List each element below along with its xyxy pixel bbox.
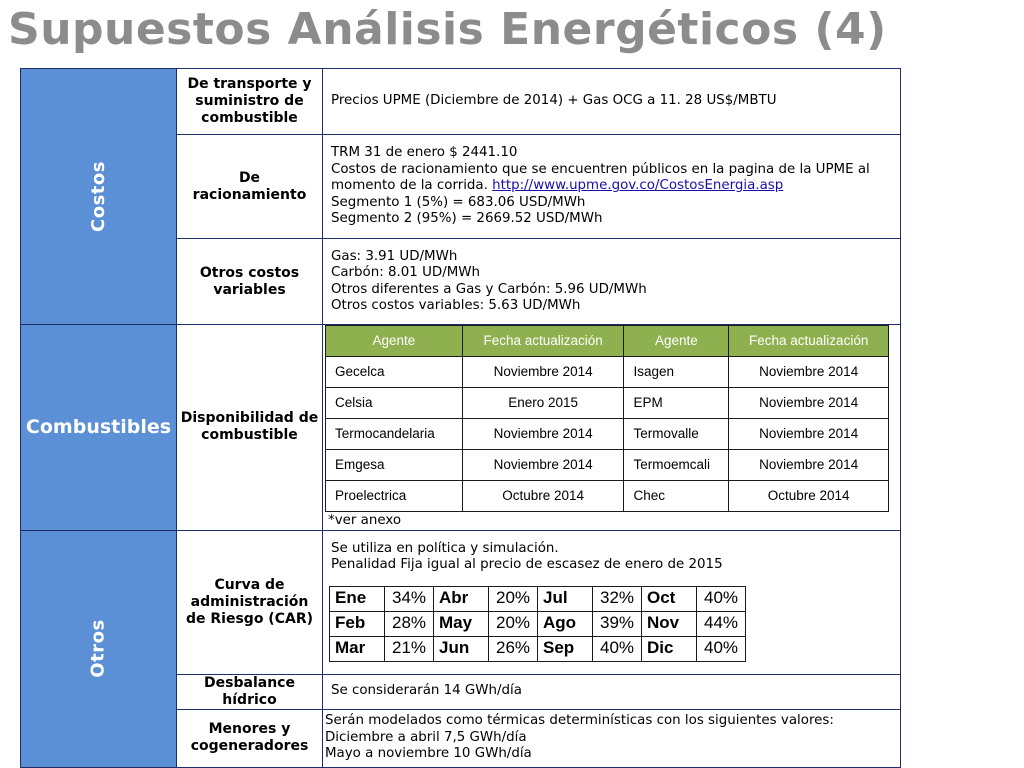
category-costos-label: Costos bbox=[87, 161, 109, 232]
row-desbalance-text: Se considerarán 14 GWh/día bbox=[323, 674, 901, 709]
header-fecha-1: Fecha actualización bbox=[462, 326, 624, 357]
agent-date: Noviembre 2014 bbox=[462, 450, 624, 481]
agent-name: Isagen bbox=[624, 357, 729, 388]
table-row bbox=[326, 357, 889, 388]
agent-date: Enero 2015 bbox=[462, 388, 624, 419]
agent-date: Noviembre 2014 bbox=[729, 388, 889, 419]
row-desbalance-label: Desbalance hídrico bbox=[177, 674, 323, 709]
month-label: Sep bbox=[538, 636, 593, 661]
table-row bbox=[326, 481, 889, 512]
row-racionamiento-label: De racionamiento bbox=[177, 135, 323, 239]
car-usage-line: Se utiliza en política y simulación. bbox=[331, 540, 559, 556]
month-label: Feb bbox=[330, 611, 385, 636]
month-label: Ene bbox=[330, 586, 385, 611]
month-value: 40% bbox=[593, 636, 642, 661]
agent-date: Octubre 2014 bbox=[462, 481, 624, 512]
row-racionamiento-text bbox=[323, 135, 901, 239]
menores-line-1: Serán modelados como térmicas determinísticas con los siguientes valores: bbox=[325, 713, 834, 729]
header-agente-1: Agente bbox=[326, 326, 463, 357]
month-label: Mar bbox=[330, 636, 385, 661]
segmento-2: Segmento 2 (95%) = 2669.52 USD/MWh bbox=[331, 211, 603, 227]
page-title: Supuestos Análisis Energéticos (4) bbox=[8, 4, 887, 55]
row-otros-costos-text bbox=[323, 239, 901, 325]
category-combustibles bbox=[21, 325, 177, 531]
ver-anexo-note: *ver anexo bbox=[328, 513, 402, 528]
month-label: Jul bbox=[538, 586, 593, 611]
agent-date: Noviembre 2014 bbox=[729, 357, 889, 388]
month-value: 34% bbox=[385, 586, 434, 611]
row-menores-text bbox=[323, 709, 901, 767]
agent-date: Noviembre 2014 bbox=[462, 419, 624, 450]
costo-carbon: Carbón: 8.01 UD/MWh bbox=[331, 265, 480, 280]
costo-otros-diferentes: Otros diferentes a Gas y Carbón: 5.96 UD/MWh bbox=[331, 281, 647, 297]
row-car bbox=[21, 530, 901, 674]
month-label: Ago bbox=[538, 611, 593, 636]
agent-name: Termoemcali bbox=[624, 450, 729, 481]
agent-name: Emgesa bbox=[326, 450, 463, 481]
agent-date: Noviembre 2014 bbox=[462, 357, 624, 388]
month-label: Dic bbox=[642, 636, 697, 661]
agent-name: Celsia bbox=[326, 388, 463, 419]
row-menores-label: Menores y cogeneradores bbox=[177, 709, 323, 767]
month-value: 21% bbox=[385, 636, 434, 661]
header-fecha-2: Fecha actualización bbox=[729, 326, 889, 357]
category-costos bbox=[21, 69, 177, 325]
table-row bbox=[326, 419, 889, 450]
category-combustibles-label: Combustibles bbox=[25, 416, 172, 439]
row-car-content bbox=[323, 530, 901, 674]
month-value: 40% bbox=[697, 636, 746, 661]
month-value: 32% bbox=[593, 586, 642, 611]
agent-name: Gecelca bbox=[326, 357, 463, 388]
table-row bbox=[330, 611, 746, 636]
segmento-1: Segmento 1 (5%) = 683.06 USD/MWh bbox=[331, 194, 586, 210]
menores-line-2: Diciembre a abril 7,5 GWh/día bbox=[325, 729, 527, 745]
month-value: 44% bbox=[697, 611, 746, 636]
agents-table bbox=[325, 325, 889, 512]
agent-name: Termocandelaria bbox=[326, 419, 463, 450]
table-row bbox=[330, 586, 746, 611]
car-penalty-line: Penalidad Fija igual al precio de escasez de enero de 2015 bbox=[331, 557, 723, 572]
trm-line: TRM 31 de enero $ 2441.10 bbox=[331, 145, 518, 161]
agent-name: Chec bbox=[624, 481, 729, 512]
agent-date: Octubre 2014 bbox=[729, 481, 889, 512]
month-value: 20% bbox=[489, 611, 538, 636]
table-row bbox=[330, 636, 746, 661]
agents-header-row bbox=[326, 326, 889, 357]
costo-gas: Gas: 3.91 UD/MWh bbox=[331, 248, 458, 264]
agent-date: Noviembre 2014 bbox=[729, 450, 889, 481]
car-table bbox=[329, 586, 746, 662]
month-value: 20% bbox=[489, 586, 538, 611]
costo-otros-variables: Otros costos variables: 5.63 UD/MWh bbox=[331, 298, 581, 313]
month-value: 26% bbox=[489, 636, 538, 661]
agent-name: EPM bbox=[624, 388, 729, 419]
row-disponibilidad-content bbox=[323, 325, 901, 531]
category-otros bbox=[21, 530, 177, 767]
upme-link[interactable]: http://www.upme.gov.co/CostosEnergia.asp bbox=[492, 178, 784, 194]
agent-name: Termovalle bbox=[624, 419, 729, 450]
row-transporte bbox=[21, 69, 901, 135]
row-disponibilidad-label: Disponibilidad de combustible bbox=[177, 325, 323, 531]
month-value: 39% bbox=[593, 611, 642, 636]
table-row bbox=[326, 450, 889, 481]
row-disponibilidad bbox=[21, 325, 901, 531]
assumptions-table bbox=[20, 68, 901, 768]
month-value: 40% bbox=[697, 586, 746, 611]
category-otros-label: Otros bbox=[88, 619, 109, 678]
agent-name: Proelectrica bbox=[326, 481, 463, 512]
racionamiento-description: Costos de racionamiento que se encuentren públicos en la pagina de la UPME al momento de la corrida. http://www.upme.gov.co/CostosEnergia.asp bbox=[331, 161, 870, 194]
table-row bbox=[326, 388, 889, 419]
month-value: 28% bbox=[385, 611, 434, 636]
month-label: Abr bbox=[434, 586, 489, 611]
month-label: Oct bbox=[642, 586, 697, 611]
month-label: Nov bbox=[642, 611, 697, 636]
menores-line-3: Mayo a noviembre 10 GWh/día bbox=[325, 746, 532, 762]
month-label: Jun bbox=[434, 636, 489, 661]
row-otros-costos-label: Otros costos variables bbox=[177, 239, 323, 325]
month-label: May bbox=[434, 611, 489, 636]
header-agente-2: Agente bbox=[624, 326, 729, 357]
row-transporte-label: De transporte y suministro de combustible bbox=[177, 69, 323, 135]
row-transporte-text: Precios UPME (Diciembre de 2014) + Gas OCG a 11. 28 US$/MBTU bbox=[323, 69, 901, 135]
agent-date: Noviembre 2014 bbox=[729, 419, 889, 450]
row-car-label: Curva de administración de Riesgo (CAR) bbox=[177, 530, 323, 674]
